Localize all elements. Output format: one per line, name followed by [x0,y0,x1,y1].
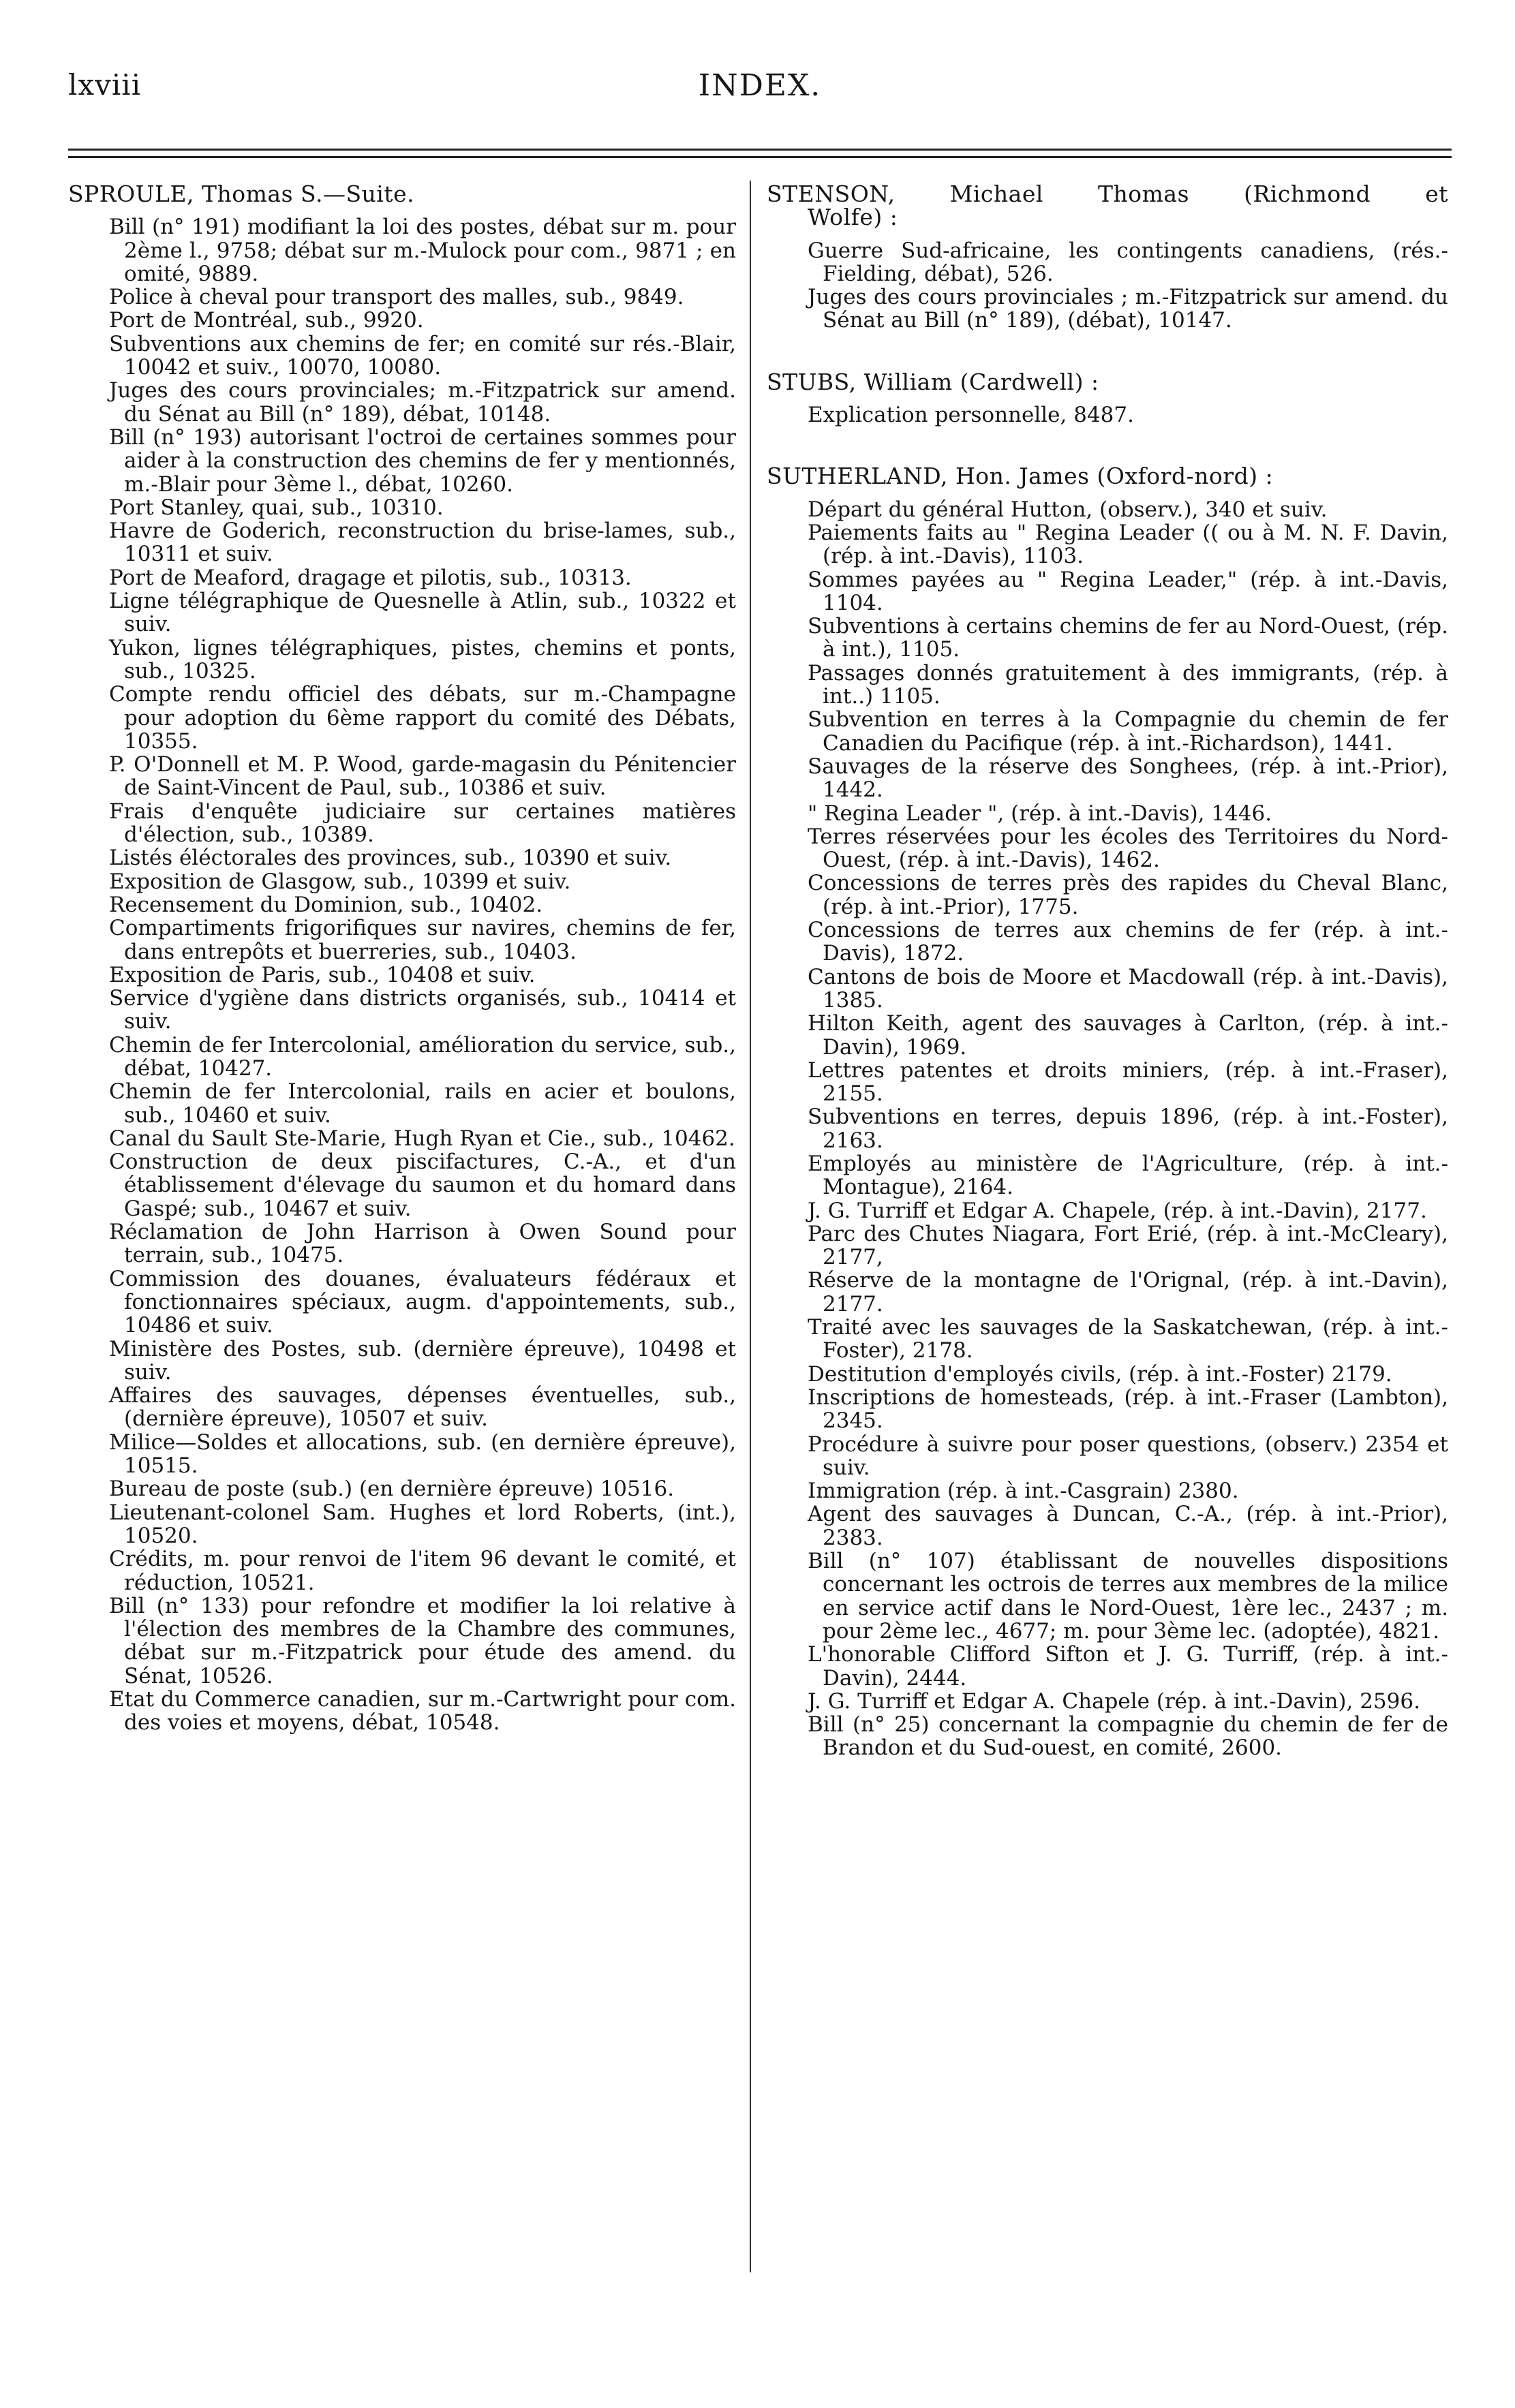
index-entry: Cantons de bois de Moore et Macdowall (rép. à int.-Davis), 1385. [808,964,1448,1013]
index-entry: Ministère des Postes, sub. (dernière épreuve), 10498 et suiv. [109,1336,736,1385]
index-entry: Parc des Chutes Niagara, Fort Erié, (rép. à int.-McCleary), 2177, [808,1221,1448,1270]
index-entry: Police à cheval pour transport des malles, sub., 9849. [109,285,684,310]
index-entry: Commission des douanes, évaluateurs fédéraux et fonctionnaires spéciaux, augm. d'appointements, sub., 10486 et suiv. [109,1266,736,1338]
index-entry: Terres réservées pour les écoles des Territoires du Nord-Ouest, (rép. à int.-Davis), 1462. [808,824,1448,873]
index-entry: Sommes payées au " Regina Leader," (rép. à int.-Davis, 1104. [808,567,1448,615]
index-entry: Crédits, m. pour renvoi de l'item 96 devant le comité, et réduction, 10521. [109,1547,736,1595]
page-header [68,68,1452,116]
index-entry: J. G. Turriff et Edgar A. Chapele, (rép. à int.-Davin), 2177. [808,1198,1427,1223]
index-entry: Port de Meaford, dragage et pilotis, sub., 10313. [109,565,632,590]
index-entry: Bill (n° 133) pour refondre et modifier la loi relative à l'élection des membres de la Chambre des communes, débat sur m.-Fitzpatrick pour étude des amend. du Sénat, 10526. [109,1593,736,1688]
index-entry: Agent des sauvages à Duncan, C.-A., (rép. à int.-Prior), 2383. [808,1502,1448,1550]
index-entry: Compte rendu officiel des débats, sur m.-Champagne pour adoption du 6ème rapport du comité des Débats, 10355. [109,682,736,754]
index-entry: Port Stanley, quai, sub., 10310. [109,495,444,520]
index-entry: Destitution d'employés civils, (rép. à int.-Foster) 2179. [808,1361,1392,1387]
index-entry: Traité avec les sauvages de la Saskatchewan, (rép. à int.-Foster), 2178. [808,1315,1448,1363]
index-section [767,183,1448,333]
page-title: INDEX. [698,68,822,103]
entry-heading: STUBS, William (Cardwell) : [767,368,1099,395]
index-entry: Procédure à suivre pour poser questions, (observ.) 2354 et suiv. [808,1432,1448,1480]
index-entry: Concessions de terres près des rapides du Cheval Blanc, (rép. à int.-Prior), 1775. [808,871,1448,919]
index-entry: J. G. Turriff et Edgar A. Chapele (rép. à int.-Davin), 2596. [808,1688,1420,1714]
index-entry: Compartiments frigorifiques sur navires, chemins de fer, dans entrepôts et buerreries, sub., 10403. [109,916,736,964]
index-entry: Juges des cours provinciales ; m.-Fitzpatrick sur amend. du Sénat au Bill (n° 189), (débat), 10147. [808,285,1448,333]
index-entry: Affaires des sauvages, dépenses éventuelles, sub., (dernière épreuve), 10507 et suiv. [109,1383,736,1432]
index-entry: Réserve de la montagne de l'Orignal, (rép. à int.-Davin), 2177. [808,1268,1448,1316]
index-entry: Immigration (rép. à int.-Casgrain) 2380. [808,1479,1239,1504]
left-entry-list [68,215,736,1734]
index-entry: P. O'Donnell et M. P. Wood, garde-magasin du Pénitencier de Saint-Vincent de Paul, sub., 10386 et suiv. [109,752,736,801]
index-section [767,465,1448,1759]
index-entry: Havre de Goderich, reconstruction du brise-lames, sub., 10311 et suiv. [109,519,736,567]
index-entry: Subvention en terres à la Compagnie du chemin de fer Canadien du Pacifique (rép. à int.-Richardson), 1441. [808,707,1448,756]
index-entry: Construction de deux piscifactures, C.-A., et d'un établissement d'élevage du saumon et du homard dans Gaspé; sub., 10467 et suiv. [109,1149,736,1221]
index-entry: L'honorable Clifford Sifton et J. G. Turriff, (rép. à int.-Davin), 2444. [808,1642,1448,1691]
index-entry: Guerre Sud-africaine, les contingents canadiens, (rés.-Fielding, débat), 526. [808,238,1448,286]
index-entry: Port de Montréal, sub., 9920. [109,308,424,333]
entry-heading-continued: Wolfe) : [808,204,898,231]
index-entry: Concessions de terres aux chemins de fer (rép. à int.-Davis), 1872. [808,918,1448,966]
index-entry: Juges des cours provinciales; m.-Fitzpatrick sur amend. du Sénat au Bill (n° 189), débat, 10148. [109,378,736,427]
index-entry: Milice—Soldes et allocations, sub. (en dernière épreuve), 10515. [109,1430,736,1479]
index-entry: Yukon, lignes télégraphiques, pistes, chemins et ponts, sub., 10325. [109,635,736,683]
index-entry: Subventions en terres, depuis 1896, (rép. à int.-Foster), 2163. [808,1105,1448,1153]
index-entry: " Regina Leader ", (rép. à int.-Davis), 1446. [808,801,1272,826]
index-entry: Subventions à certains chemins de fer au Nord-Ouest, (rép. à int.), 1105. [808,614,1448,662]
index-entry: Employés au ministère de l'Agriculture, (rép. à int.-Montague), 2164. [808,1151,1448,1200]
entry-heading: SUTHERLAND, Hon. James (Oxford-nord) : [767,463,1274,490]
index-entry: Bill (n° 25) concernant la compagnie du chemin de fer de Brandon et du Sud-ouest, en comité, 2600. [808,1712,1448,1761]
left-column [68,183,736,1735]
index-entry: Recensement du Dominion, sub., 10402. [109,892,543,917]
index-entry: Subventions aux chemins de fer; en comité sur rés.-Blair, 10042 et suiv., 10070, 10080. [109,331,736,380]
index-entry: Lieutenant-colonel Sam. Hughes et lord Roberts, (int.), 10520. [109,1500,736,1548]
index-entry: Hilton Keith, agent des sauvages à Carlton, (rép. à int.-Davin), 1969. [808,1011,1448,1060]
index-entry: Etat du Commerce canadien, sur m.-Cartwright pour com. des voies et moyens, débat, 10548. [109,1687,736,1735]
index-entry: Listés éléctorales des provinces, sub., 10390 et suiv. [109,846,672,871]
index-entry: Départ du général Hutton, (observ.), 340 et suiv. [808,497,1328,522]
index-entry: Chemin de fer Intercolonial, amélioration du service, sub., débat, 10427. [109,1032,736,1081]
index-entry: Exposition de Glasgow, sub., 10399 et suiv. [109,869,571,894]
index-entry: Réclamation de John Harrison à Owen Sound pour terrain, sub., 10475. [109,1220,736,1268]
header-rule [68,149,1452,158]
index-entry: Sauvages de la réserve des Songhees, (rép. à int.-Prior), 1442. [808,754,1448,803]
index-entry: Ligne télégraphique de Quesnelle à Atlin, sub., 10322 et suiv. [109,589,736,637]
entry-heading-sproule: SPROULE, Thomas S.—Suite. [68,181,415,207]
index-entry: Bill (n° 193) autorisant l'octroi de certaines sommes pour aider à la construction des chemins de fer y mentionnés, m.-Blair pour 3ème l., débat, 10260. [109,425,736,497]
index-entry: Service d'ygiène dans districts organisés, sub., 10414 et suiv. [109,986,736,1034]
index-entry: Passages donnés gratuitement à des immigrants, (rép. à int..) 1105. [808,660,1448,709]
index-entry: Inscriptions de homesteads, (rép. à int.-Fraser (Lambton), 2345. [808,1385,1448,1434]
index-entry: Lettres patentes et droits miniers, (rép. à int.-Fraser), 2155. [808,1058,1448,1107]
index-section [767,368,1448,428]
page-number: lxviii [68,68,142,102]
index-entry: Paiements faits au " Regina Leader (( ou à M. N. F. Davin, (rép. à int.-Davis), 1103. [808,520,1448,569]
index-entry: Canal du Sault Ste-Marie, Hugh Ryan et Cie., sub., 10462. [109,1126,735,1151]
index-entry: Exposition de Paris, sub., 10408 et suiv. [109,962,536,987]
index-entry: Bill (n° 107) établissant de nouvelles dispositions concernant les octrois de terres aux membres de la milice en service actif dans le Nord-Ouest, 1ère lec., 2437 ; m. pour 2ème lec., 4677; m. pour 3ème lec. (adoptée), 4821. [808,1549,1448,1643]
entry-heading: STENSON, Michael Thomas (Richmond et [767,181,1448,207]
column-divider [750,181,751,2272]
index-entry: Bureau de poste (sub.) (en dernière épreuve) 10516. [109,1477,675,1502]
index-entry: Chemin de fer Intercolonial, rails en acier et boulons, sub., 10460 et suiv. [109,1079,736,1128]
index-entry: Explication personnelle, 8487. [808,403,1134,428]
index-entry: Bill (n° 191) modifiant la loi des postes, débat sur m. pour 2ème l., 9758; débat sur m.-Mulock pour com., 9871 ; en omité, 9889. [109,215,736,286]
index-entry: Frais d'enquête judiciaire sur certaines matières d'élection, sub., 10389. [109,799,736,848]
right-column [767,183,1448,1798]
